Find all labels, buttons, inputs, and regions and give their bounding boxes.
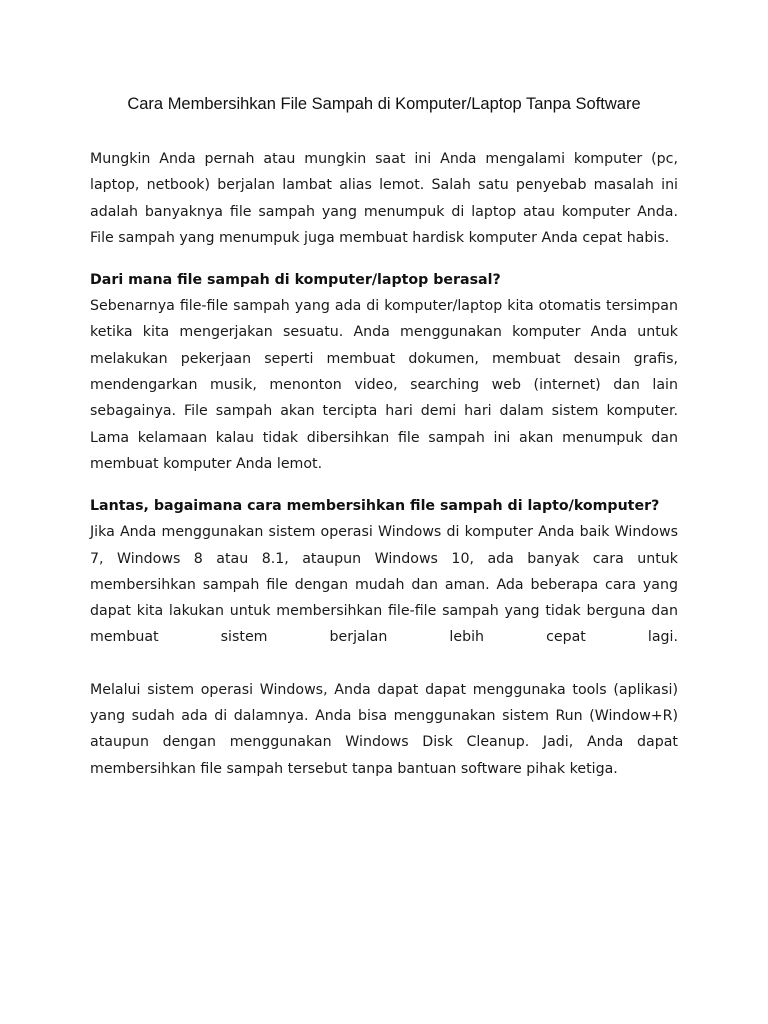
paragraph-gap xyxy=(90,651,678,677)
document-title: Cara Membersihkan File Sampah di Komputer/Laptop Tanpa Software xyxy=(127,95,641,113)
section2-paragraph-2: Melalui sistem operasi Windows, Anda dapat dapat menggunaka tools (aplikasi) yang sudah ada di dalamnya. Anda bisa menggunakan sistem Run (Window+R) ataupun dengan menggunakan Windows Disk Cleanup. Jadi, Anda dapat membersihkan file sampah tersebut tanpa bantuan software pihak ketiga. xyxy=(90,681,678,777)
document-page xyxy=(90,92,678,782)
section1-paragraph: Sebenarnya file-file sampah yang ada di komputer/laptop kita otomatis tersimpan ketika kita mengerjakan sesuatu. Anda menggunakan komputer Anda untuk melakukan pekerjaan seperti membuat dokumen, membuat desain grafis, mendengarkan musik, menonton video, searching web (internet) dan lain sebagainya. File sampah akan tercipta hari demi hari dalam sistem komputer. Lama kelamaan kalau tidak dibersihkan file sampah ini akan menumpuk dan membuat komputer Anda lemot. xyxy=(90,298,678,472)
section2-paragraph: Jika Anda menggunakan sistem operasi Windows di komputer Anda baik Windows 7, Windows 8 atau 8.1, ataupun Windows 10, ada banyak cara untuk membersihkan sampah file dengan mudah dan aman. Ada beberapa cara yang dapat kita lakukan untuk membersihkan file-file sampah yang tidak berguna dan membuat sistem berjalan lebih cepat lagi. xyxy=(90,524,678,646)
section2-heading: Lantas, bagaimana cara membersihkan file sampah di lapto/komputer? xyxy=(90,498,660,515)
section1-heading: Dari mana file sampah di komputer/laptop berasal? xyxy=(90,272,501,289)
intro-paragraph: Mungkin Anda pernah atau mungkin saat ini Anda mengalami komputer (pc, laptop, netbook) berjalan lambat alias lemot. Salah satu penyebab masalah ini adalah banyaknya file sampah yang menumpuk di laptop atau komputer Anda. File sampah yang menumpuk juga membuat hardisk komputer Anda cepat habis. xyxy=(90,151,678,246)
